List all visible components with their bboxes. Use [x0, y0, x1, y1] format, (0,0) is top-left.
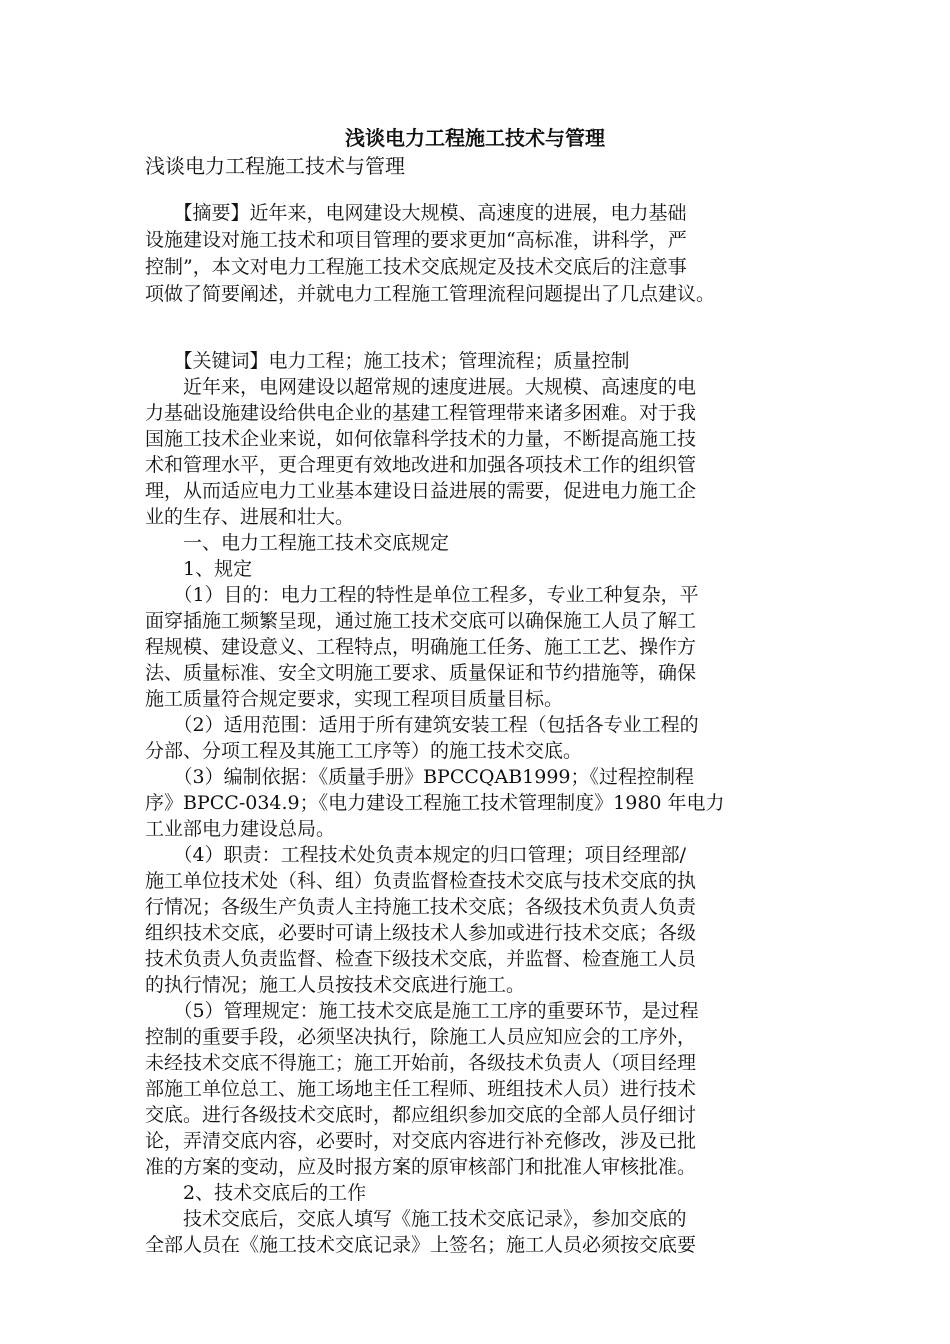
body-line: 控制的重要手段，必须坚决执行，除施工人员应知应会的工序外， [145, 1026, 697, 1048]
body-line: 程规模、建设意义、工程特点，明确施工任务、施工工艺、操作方 [145, 636, 697, 658]
body-line: 法、质量标准、安全文明施工要求、质量保证和节约措施等，确保 [145, 662, 697, 684]
body-line: 施工单位技术处（科、组）负责监督检查技术交底与技术交底的执 [145, 870, 697, 892]
body-line: （5）管理规定：施工技术交底是施工工序的重要环节，是过程 [145, 1000, 699, 1022]
body-line: 工业部电力建设总局。 [145, 818, 336, 840]
body-line: 术和管理水平，更合理更有效地改进和加强各项技术工作的组织管 [145, 454, 697, 476]
body-line: 一、电力工程施工技术交底规定 [145, 532, 450, 554]
body-line: 力基础设施建设给供电企业的基建工程管理带来诸多困难。对于我 [145, 402, 697, 424]
body-line: 1、规定 [145, 558, 253, 580]
body-line: 控制”，本文对电力工程施工技术交底规定及技术交底后的注意事 [145, 256, 687, 278]
body-line: 技术交底后，交底人填写《施工技术交底记录》，参加交底的 [145, 1208, 687, 1230]
body-line: 项做了简要阐述，并就电力工程施工管理流程问题提出了几点建议。 [145, 283, 716, 305]
document-subtitle: 浅谈电力工程施工技术与管理 [145, 154, 405, 178]
body-line: （2）适用范围：适用于所有建筑安装工程（包括各专业工程的 [145, 714, 699, 736]
body-line: 部施工单位总工、施工场地主任工程师、班组技术人员）进行技术 [145, 1078, 697, 1100]
body-line: 近年来，电网建设以超常规的速度进展。大规模、高速度的电 [145, 376, 697, 398]
body-line: 准的方案的变动，应及时报方案的原审核部门和批准人审核批准。 [145, 1156, 697, 1178]
body-line: 理，从而适应电力工业基本建设日益进展的需要，促进电力施工企 [145, 480, 697, 502]
document-title: 浅谈电力工程施工技术与管理 [345, 126, 605, 150]
body-line: 技术负责人负责监督、检查下级技术交底，并监督、检查施工人员 [145, 948, 697, 970]
body-line: 组织技术交底，必要时可请上级技术人参加或进行技术交底；各级 [145, 922, 697, 944]
body-line: 序》BPCC-034.9；《电力建设工程施工技术管理制度》1980 年电力 [145, 792, 725, 814]
body-line: 施工质量符合规定要求，实现工程项目质量目标。 [145, 688, 564, 710]
body-line: 【摘要】近年来，电网建设大规模、高速度的进展，电力基础 [145, 202, 687, 224]
body-line: 【关键词】电力工程；施工技术；管理流程；质量控制 [145, 350, 630, 372]
body-line: 面穿插施工频繁呈现，通过施工技术交底可以确保施工人员了解工 [145, 610, 697, 632]
body-line: 分部、分项工程及其施工工序等）的施工技术交底。 [145, 740, 583, 762]
body-line: 2、技术交底后的工作 [145, 1182, 367, 1204]
body-line: （1）目的：电力工程的特性是单位工程多，专业工种复杂，平 [145, 584, 699, 606]
body-line: 国施工技术企业来说，如何依靠科学技术的力量，不断提高施工技 [145, 428, 697, 450]
body-line: 论，弄清交底内容，必要时，对交底内容进行补充修改，涉及已批 [145, 1130, 697, 1152]
body-line: 设施建设对施工技术和项目管理的要求更加“高标准，讲科学，严 [145, 229, 687, 251]
body-line: 行情况；各级生产负责人主持施工技术交底；各级技术负责人负责 [145, 896, 697, 918]
body-line: 的执行情况；施工人员按技术交底进行施工。 [145, 974, 526, 996]
body-line: 业的生存、进展和壮大。 [145, 506, 355, 528]
body-line: 交底。进行各级技术交底时，都应组织参加交底的全部人员仔细讨 [145, 1104, 697, 1126]
body-line: （3）编制依据：《质量手册》BPCCQAB1999；《过程控制程 [145, 766, 695, 788]
body-line: 未经技术交底不得施工；施工开始前，各级技术负责人（项目经理 [145, 1052, 697, 1074]
body-line: （4）职责：工程技术处负责本规定的归口管理；项目经理部/ [145, 844, 686, 866]
body-line: 全部人员在《施工技术交底记录》上签名；施工人员必须按交底要 [145, 1234, 697, 1256]
